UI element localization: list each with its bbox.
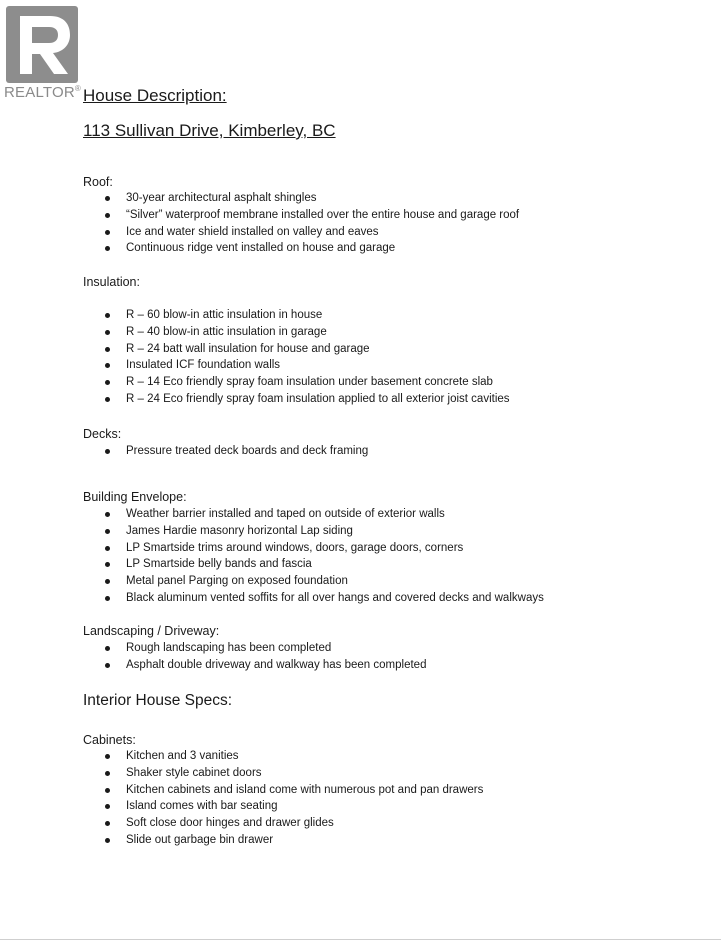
list-item: Insulated ICF foundation walls — [83, 357, 510, 374]
list-item: Kitchen cabinets and island come with numerous pot and pan drawers — [83, 782, 483, 799]
interior-heading: Interior House Specs: — [83, 692, 233, 709]
insulation-heading: Insulation: — [83, 275, 140, 289]
cabinets-list — [83, 748, 483, 849]
list-item: Kitchen and 3 vanities — [83, 748, 483, 765]
list-item: Weather barrier installed and taped on outside of exterior walls — [83, 506, 544, 523]
list-item: James Hardie masonry horizontal Lap siding — [83, 523, 544, 540]
list-item: Rough landscaping has been completed — [83, 640, 426, 657]
document-title: House Description: — [83, 86, 227, 105]
list-item: R – 14 Eco friendly spray foam insulation under basement concrete slab — [83, 374, 510, 391]
envelope-list — [83, 506, 544, 607]
page-bottom-divider — [0, 939, 721, 940]
realtor-logo-text: REALTOR® — [4, 84, 81, 101]
list-item: Shaker style cabinet doors — [83, 765, 483, 782]
list-item: R – 24 batt wall insulation for house and garage — [83, 341, 510, 358]
list-item: LP Smartside trims around windows, doors, garage doors, corners — [83, 540, 544, 557]
list-item: Pressure treated deck boards and deck framing — [83, 443, 368, 460]
r-logo-icon — [6, 6, 78, 83]
list-item: “Silver” waterproof membrane installed over the entire house and garage roof — [83, 207, 519, 224]
landscaping-heading: Landscaping / Driveway: — [83, 624, 220, 638]
cabinets-heading: Cabinets: — [83, 733, 136, 747]
list-item: Asphalt double driveway and walkway has been completed — [83, 657, 426, 674]
list-item: R – 24 Eco friendly spray foam insulation applied to all exterior joist cavities — [83, 391, 510, 408]
list-item: Black aluminum vented soffits for all over hangs and covered decks and walkways — [83, 590, 544, 607]
landscaping-list — [83, 640, 426, 674]
list-item: Slide out garbage bin drawer — [83, 832, 483, 849]
list-item: Continuous ridge vent installed on house and garage — [83, 240, 519, 257]
list-item: Metal panel Parging on exposed foundation — [83, 573, 544, 590]
list-item: R – 60 blow-in attic insulation in house — [83, 307, 510, 324]
roof-heading: Roof: — [83, 175, 113, 189]
property-address: 113 Sullivan Drive, Kimberley, BC — [83, 121, 336, 140]
list-item: Island comes with bar seating — [83, 798, 483, 815]
list-item: R – 40 blow-in attic insulation in garage — [83, 324, 510, 341]
list-item: Soft close door hinges and drawer glides — [83, 815, 483, 832]
list-item: Ice and water shield installed on valley and eaves — [83, 224, 519, 241]
decks-heading: Decks: — [83, 427, 122, 441]
roof-list — [83, 190, 519, 257]
list-item: LP Smartside belly bands and fascia — [83, 556, 544, 573]
decks-list — [83, 443, 368, 460]
envelope-heading: Building Envelope: — [83, 490, 187, 504]
list-item: 30-year architectural asphalt shingles — [83, 190, 519, 207]
realtor-logo — [4, 4, 84, 101]
insulation-list — [83, 307, 510, 408]
